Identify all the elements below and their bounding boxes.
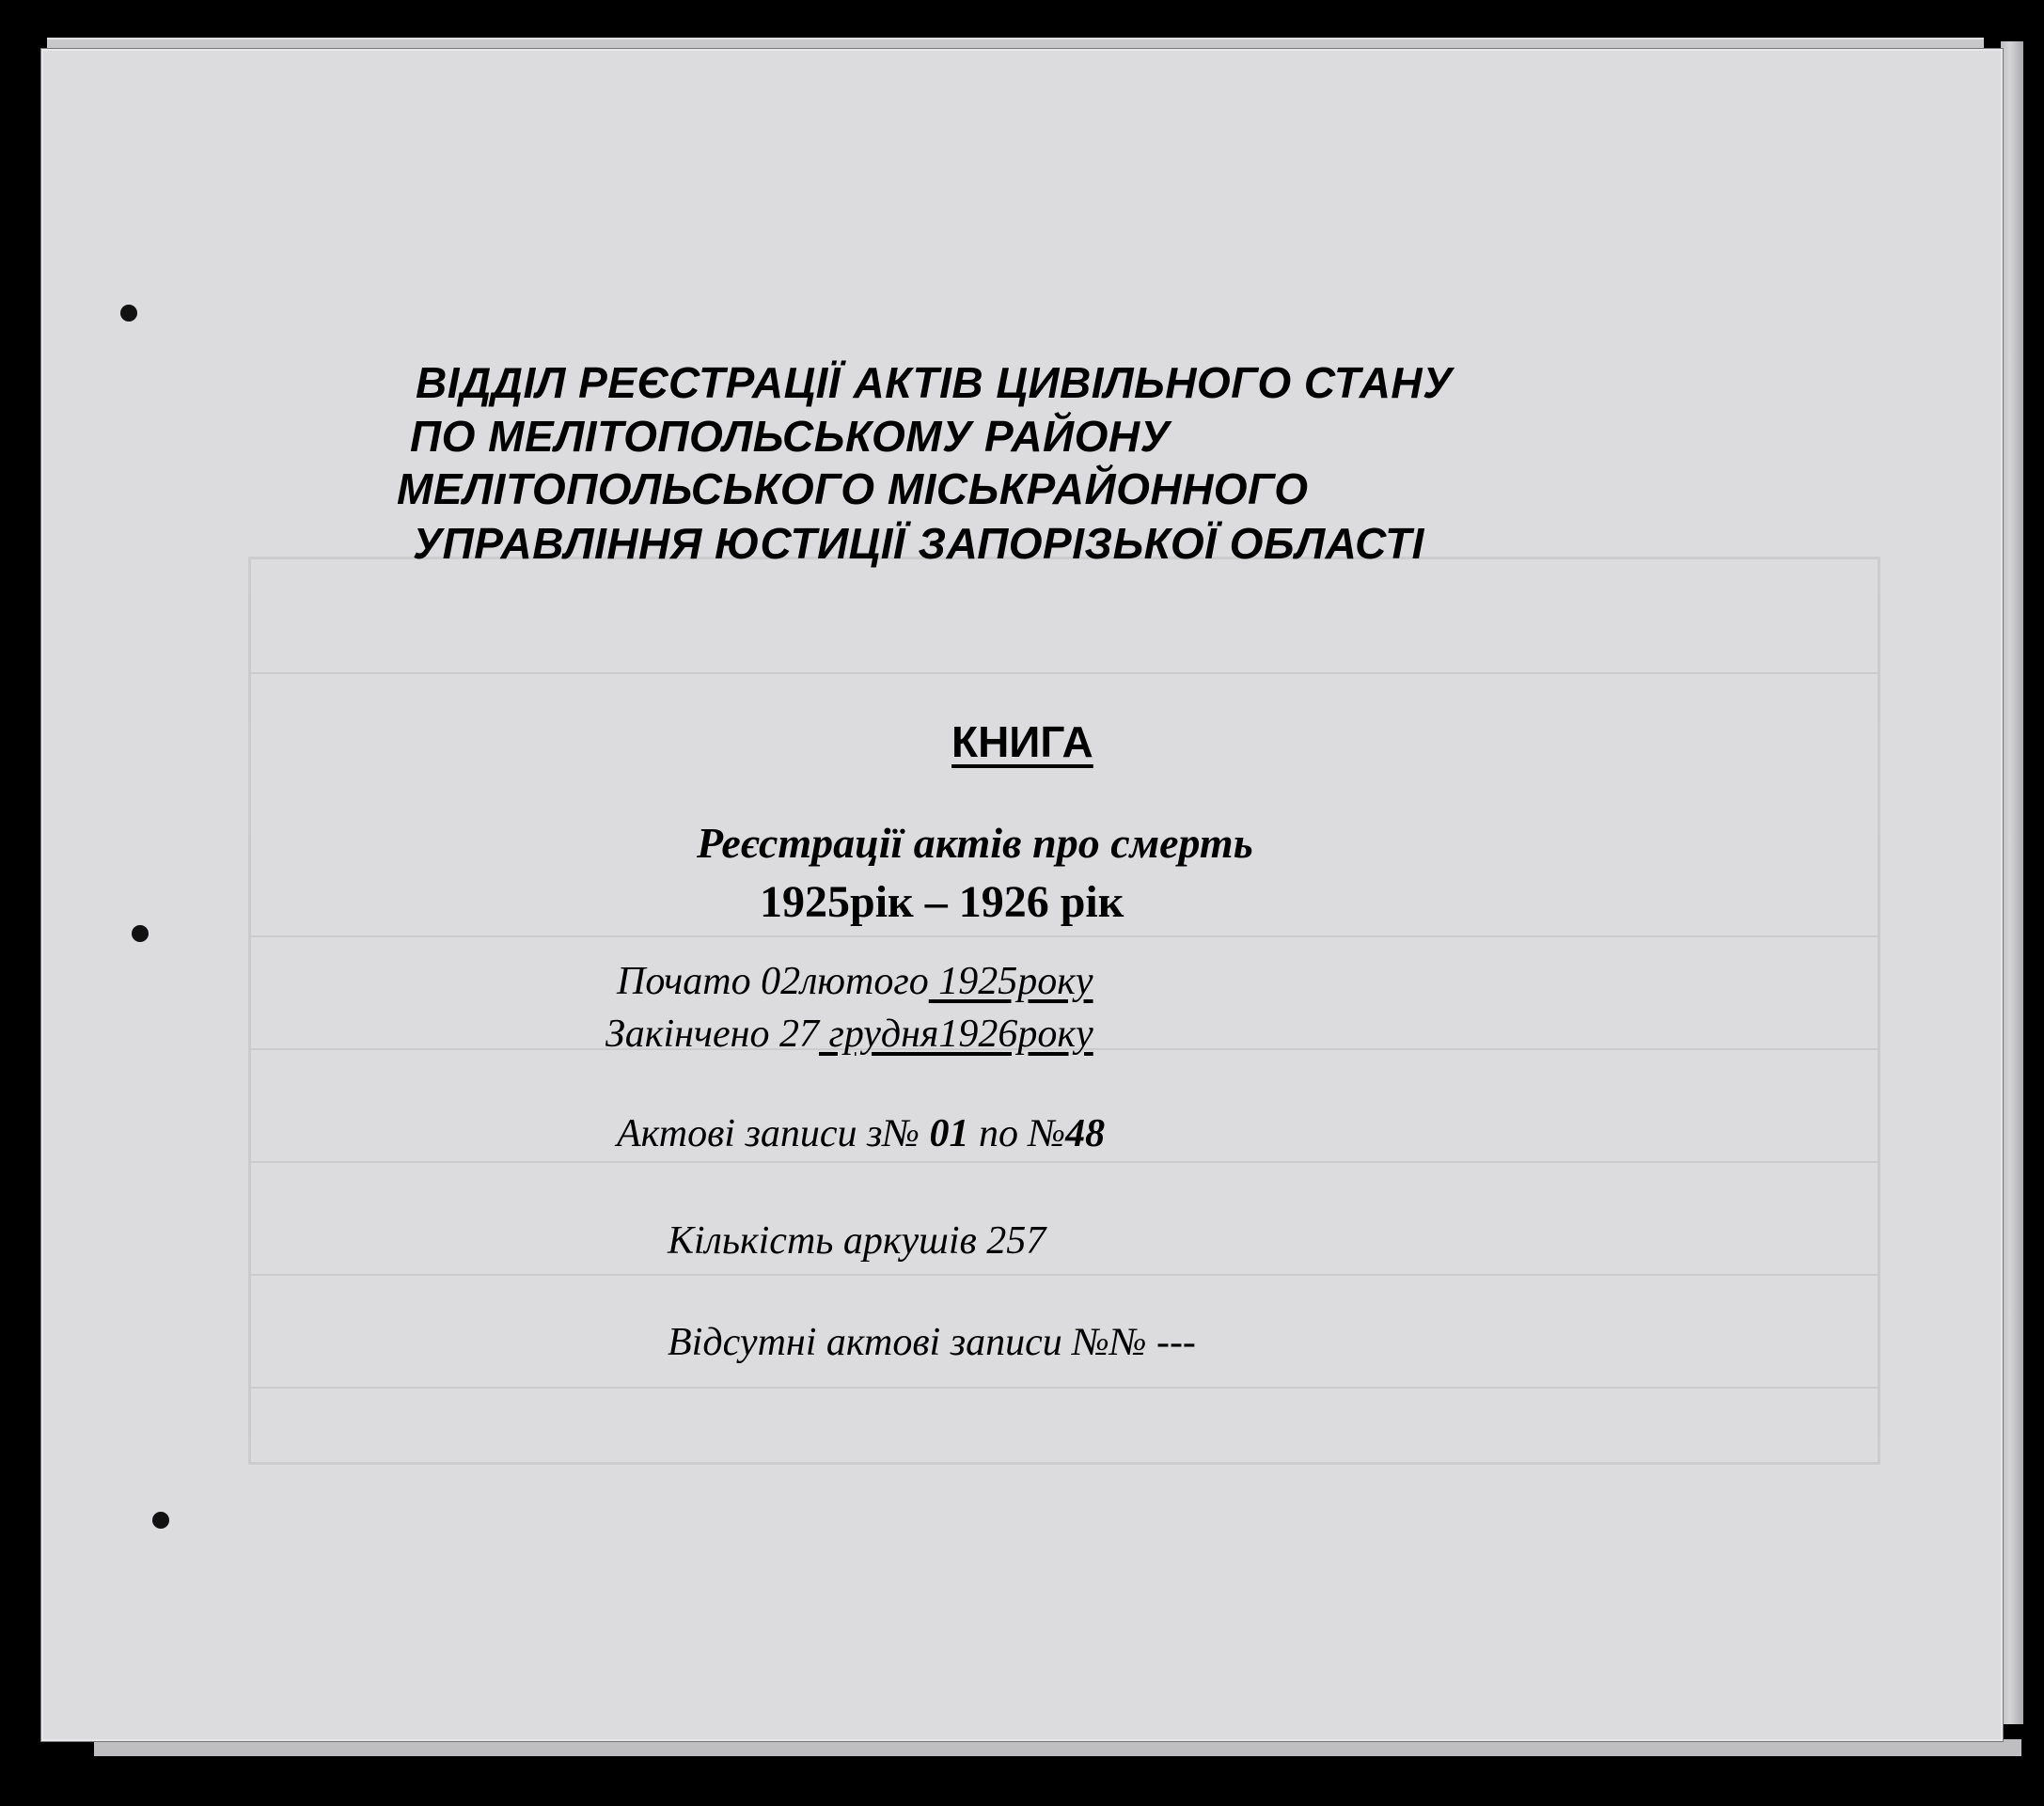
- binding-hole-2: [132, 925, 149, 942]
- department-line-3: МЕЛІТОПОЛЬСЬКОГО МІСЬКРАЙОННОГО: [397, 464, 1309, 513]
- sheet-count: Кількість аркушів 257: [668, 1219, 1046, 1263]
- page-stack-right-edge: [2001, 41, 2023, 1724]
- records-middle: по №: [968, 1112, 1066, 1155]
- started-year: 1925року: [928, 960, 1093, 1003]
- records-prefix: Актові записи з№: [617, 1112, 930, 1155]
- records-to: 48: [1065, 1112, 1106, 1155]
- missing-records: Відсутні актові записи №№ ---: [668, 1321, 1196, 1364]
- records-range: [617, 1111, 1105, 1156]
- finished-prefix: Закінчено 27: [605, 1013, 819, 1056]
- page-stack-bottom-edge: [94, 1739, 2021, 1756]
- department-line-4: УПРАВЛІННЯ ЮСТИЦІЇ ЗАПОРІЗЬКОЇ ОБЛАСТІ: [413, 519, 1424, 568]
- department-line-1: ВІДДІЛ РЕЄСТРАЦІЇ АКТІВ ЦИВІЛЬНОГО СТАНУ: [416, 358, 1453, 407]
- binding-hole-3: [152, 1512, 169, 1529]
- department-line-2: ПО МЕЛІТОПОЛЬСЬКОМУ РАЙОНУ: [410, 412, 1171, 461]
- book-subtitle: Реєстрації актів про смерть: [697, 819, 1253, 867]
- finished-month-year: грудня1926року: [818, 1013, 1093, 1056]
- started-prefix: Почато 02лютого: [617, 960, 929, 1003]
- book-title: КНИГА: [951, 717, 1093, 766]
- book-years: 1925рік – 1926 рік: [760, 877, 1124, 927]
- records-from: 01: [929, 1112, 969, 1155]
- binding-hole-1: [120, 305, 137, 322]
- started-date: [617, 959, 1093, 1004]
- document-sheet: [41, 49, 2003, 1741]
- finished-date: [605, 1012, 1093, 1057]
